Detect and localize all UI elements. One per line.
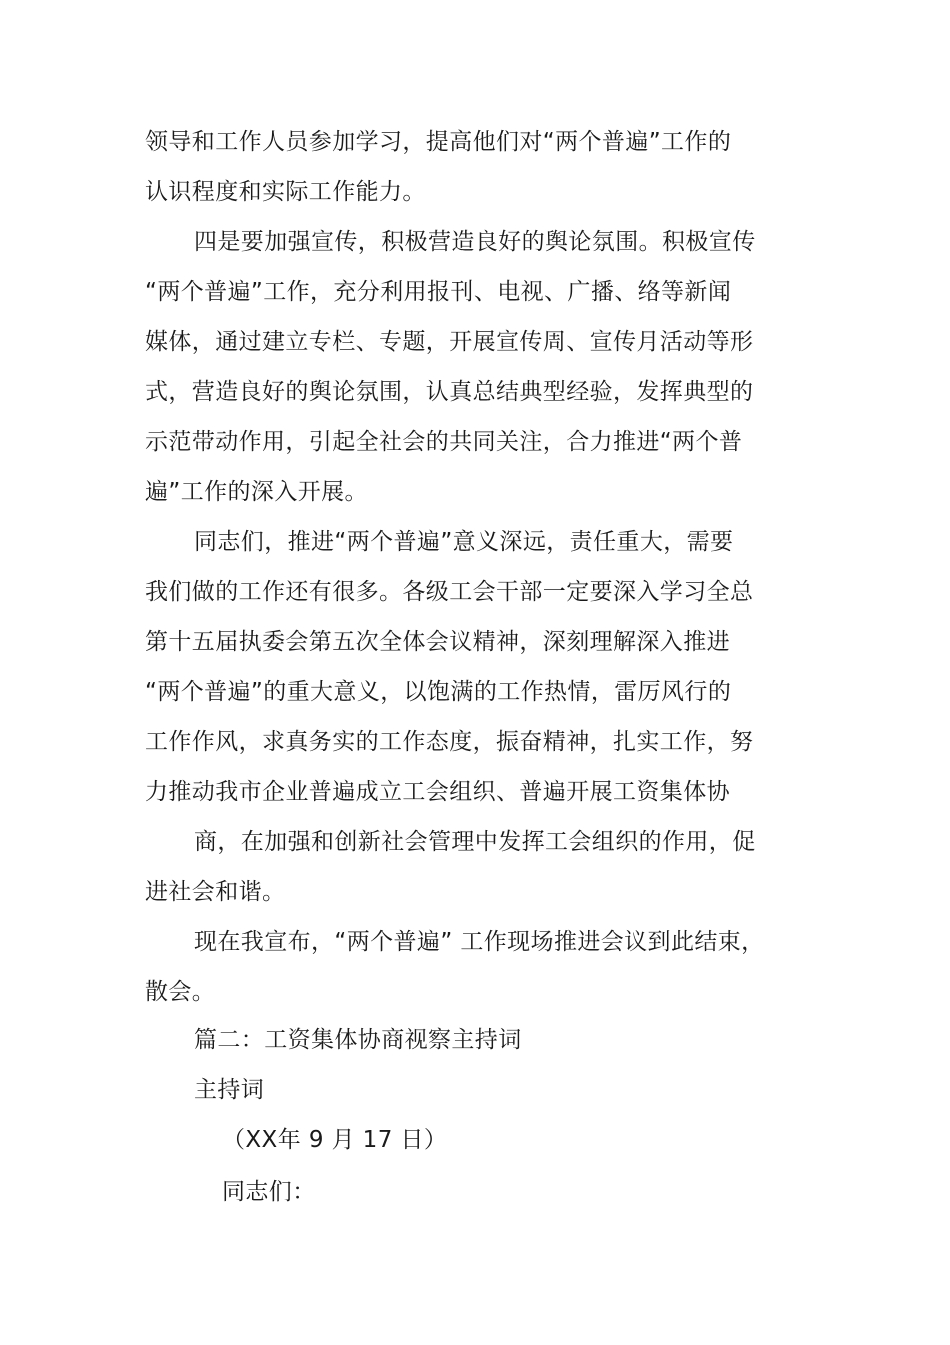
text-line: 认识程度和实际工作能力。 xyxy=(145,179,426,205)
text-line: 遍”工作的深入开展。 xyxy=(145,479,368,505)
subheading: 主持词 xyxy=(194,1077,265,1103)
text-line: 领导和工作人员参加学习，提高他们对“两个普遍”工作的 xyxy=(145,129,732,155)
section-heading: 篇二：工资集体协商视察主持词 xyxy=(194,1027,522,1053)
salutation: 同志们： xyxy=(222,1179,316,1205)
text-line: 式，营造良好的舆论氛围，认真总结典型经验，发挥典型的 xyxy=(145,379,754,405)
date-line: （XX年 9 月 17 日） xyxy=(222,1127,448,1153)
text-line: 第十五届执委会第五次全体会议精神，深刻理解深入推进 xyxy=(145,629,730,655)
text-line: 商，在加强和创新社会管理中发挥工会组织的作用，促 xyxy=(194,829,756,855)
text-line: “两个普遍”的重大意义，以饱满的工作热情，雷厉风行的 xyxy=(145,679,732,705)
text-line: 散会。 xyxy=(145,979,216,1005)
text-line: 媒体，通过建立专栏、专题，开展宣传周、宣传月活动等形 xyxy=(145,329,754,355)
text-line: 进社会和谐。 xyxy=(145,879,286,905)
text-line: 同志们，推进“两个普遍”意义深远，责任重大，需要 xyxy=(194,529,734,555)
text-line: “两个普遍”工作，充分利用报刊、电视、广播、络等新闻 xyxy=(145,279,732,305)
text-line: 四是要加强宣传，积极营造良好的舆论氛围。积极宣传 xyxy=(194,229,756,255)
text-line: 工作作风，求真务实的工作态度，振奋精神，扎实工作，努 xyxy=(145,729,754,755)
text-line: 现在我宣布，“两个普遍” 工作现场推进会议到此结束， xyxy=(194,929,765,955)
text-line: 示范带动作用，引起全社会的共同关注，合力推进“两个普 xyxy=(145,429,743,455)
text-line: 我们做的工作还有很多。各级工会干部一定要深入学习全总 xyxy=(145,579,754,605)
text-line: 力推动我市企业普遍成立工会组织、普遍开展工资集体协 xyxy=(145,779,730,805)
